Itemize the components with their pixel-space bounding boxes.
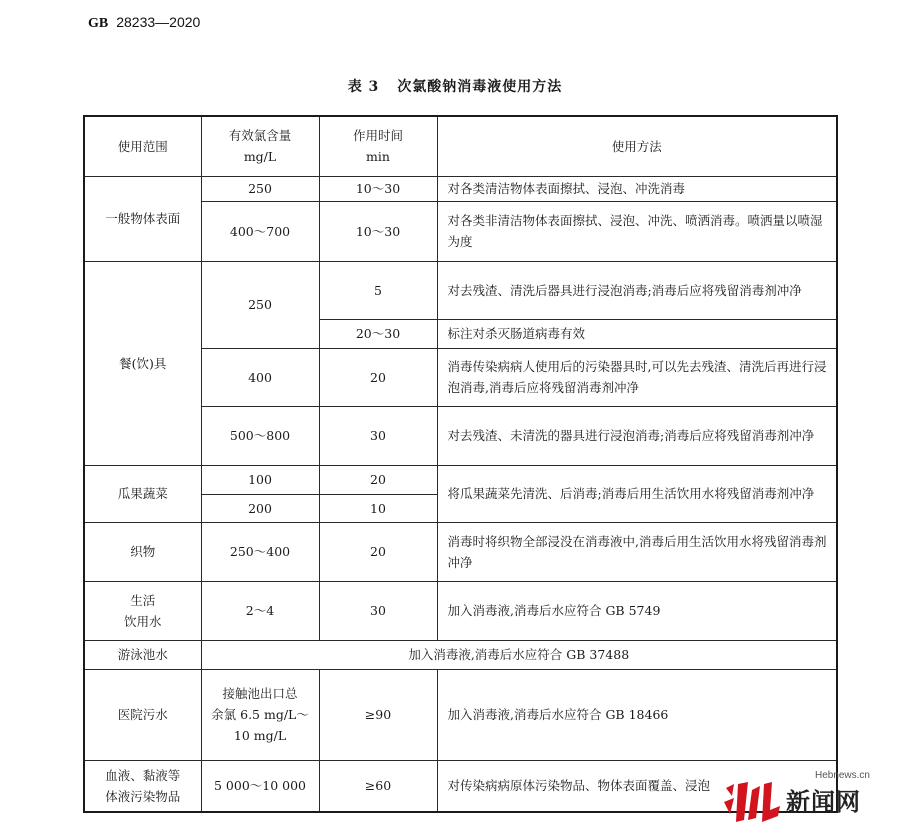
cell-chlorine: 100 bbox=[201, 465, 319, 494]
table-title: 次氯酸钠消毒液使用方法 bbox=[397, 79, 563, 95]
cell-time: 10 bbox=[319, 494, 437, 522]
standard-code bbox=[88, 14, 200, 32]
table-row bbox=[84, 640, 837, 669]
table-row bbox=[84, 581, 837, 640]
header-chlorine-line2: mg/L bbox=[243, 149, 277, 165]
standard-number: 28233—2020 bbox=[116, 14, 201, 30]
watermark bbox=[722, 770, 872, 826]
cell-time: ≥60 bbox=[319, 760, 437, 812]
scope-line2: 体液污染物品 bbox=[105, 788, 181, 804]
cell-time: 20～30 bbox=[319, 319, 437, 348]
scope-line2: 饮用水 bbox=[123, 613, 162, 629]
cell-time: 10～30 bbox=[319, 201, 437, 261]
cell-method: 加入消毒液,消毒后水应符合 GB 37488 bbox=[201, 640, 837, 669]
cell-time: 10～30 bbox=[319, 176, 437, 201]
watermark-text: 新闻网 bbox=[786, 788, 861, 816]
cell-method: 对去残渣、清洗后器具进行浸泡消毒;消毒后应将残留消毒剂冲净 bbox=[437, 261, 837, 319]
scope-drinking-water bbox=[84, 581, 201, 640]
cell-chlorine: 250～400 bbox=[201, 522, 319, 581]
header-scope: 使用范围 bbox=[84, 116, 201, 176]
scope-pool: 游泳池水 bbox=[84, 640, 201, 669]
table-row bbox=[84, 669, 837, 760]
usage-table bbox=[83, 115, 838, 813]
cell-chlorine bbox=[201, 669, 319, 760]
hebei-logo-icon bbox=[722, 780, 784, 824]
cell-chlorine: 500～800 bbox=[201, 406, 319, 465]
cell-time: 20 bbox=[319, 522, 437, 581]
cell-method: 标注对杀灭肠道病毒有效 bbox=[437, 319, 837, 348]
cell-chlorine: 2～4 bbox=[201, 581, 319, 640]
header-time-line1: 作用时间 bbox=[352, 128, 403, 144]
cell-time: 30 bbox=[319, 581, 437, 640]
table-row bbox=[84, 176, 837, 201]
watermark-site: Hebnews.cn bbox=[814, 770, 870, 781]
cell-method: 对传染病病原体污染物品、物体表面覆盖、浸泡 bbox=[437, 760, 837, 812]
chlorine-line2: 余氯 6.5 mg/L～ bbox=[211, 707, 309, 722]
header-time bbox=[319, 116, 437, 176]
scope-fruits: 瓜果蔬菜 bbox=[84, 465, 201, 522]
header-time-line2: min bbox=[366, 149, 390, 165]
cell-chlorine: 5 000～10 000 bbox=[201, 760, 319, 812]
cell-time: ≥90 bbox=[319, 669, 437, 760]
cell-chlorine: 200 bbox=[201, 494, 319, 522]
scope-tableware: 餐(饮)具 bbox=[84, 261, 201, 465]
cell-time: 20 bbox=[319, 465, 437, 494]
cell-chlorine: 250 bbox=[201, 176, 319, 201]
cell-method: 对各类清洁物体表面擦拭、浸泡、冲洗消毒 bbox=[437, 176, 837, 201]
cell-method: 对各类非清洁物体表面擦拭、浸泡、冲洗、喷洒消毒。喷洒量以喷湿为度 bbox=[437, 201, 837, 261]
standard-prefix: GB bbox=[88, 16, 109, 31]
scope-blood bbox=[84, 760, 201, 812]
scope-line1: 生活 bbox=[130, 592, 156, 608]
scope-textiles: 织物 bbox=[84, 522, 201, 581]
table-row bbox=[84, 465, 837, 494]
cell-method: 加入消毒液,消毒后水应符合 GB 5749 bbox=[437, 581, 837, 640]
table-number: 表 3 bbox=[347, 79, 380, 95]
table-row bbox=[84, 261, 837, 319]
scope-line1: 血液、黏液等 bbox=[105, 767, 181, 783]
header-chlorine-line1: 有效氯含量 bbox=[228, 128, 292, 144]
cell-method: 消毒传染病病人使用后的污染器具时,可以先去残渣、清洗后再进行浸泡消毒,消毒后应将残留消毒剂冲净 bbox=[437, 348, 837, 406]
cell-chlorine: 400 bbox=[201, 348, 319, 406]
cell-method: 对去残渣、未清洗的器具进行浸泡消毒;消毒后应将残留消毒剂冲净 bbox=[437, 406, 837, 465]
chlorine-line3: 10 mg/L bbox=[233, 728, 287, 743]
cell-method: 消毒时将织物全部浸没在消毒液中,消毒后用生活饮用水将残留消毒剂冲净 bbox=[437, 522, 837, 581]
header-chlorine bbox=[201, 116, 319, 176]
scope-hospital: 医院污水 bbox=[84, 669, 201, 760]
chlorine-line1: 接触池出口总 bbox=[222, 686, 298, 701]
cell-time: 5 bbox=[319, 261, 437, 319]
header-method: 使用方法 bbox=[437, 116, 837, 176]
cell-chlorine: 400～700 bbox=[201, 201, 319, 261]
cell-method: 将瓜果蔬菜先清洗、后消毒;消毒后用生活饮用水将残留消毒剂冲净 bbox=[437, 465, 837, 522]
table-caption bbox=[0, 76, 910, 96]
cell-chlorine: 250 bbox=[201, 261, 319, 348]
table-row bbox=[84, 522, 837, 581]
cell-method: 加入消毒液,消毒后水应符合 GB 18466 bbox=[437, 669, 837, 760]
cell-time: 30 bbox=[319, 406, 437, 465]
cell-time: 20 bbox=[319, 348, 437, 406]
scope-surface: 一般物体表面 bbox=[84, 176, 201, 261]
header-row bbox=[84, 116, 837, 176]
